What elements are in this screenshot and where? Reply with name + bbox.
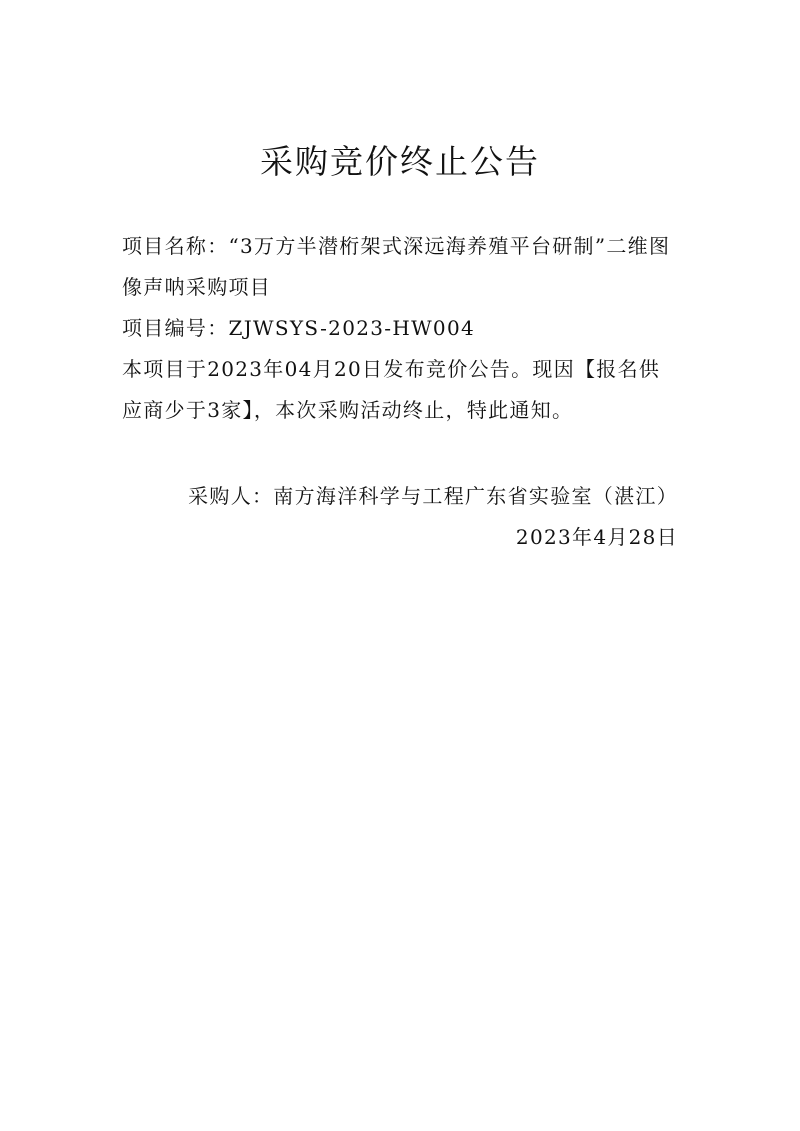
project-name-paragraph: 项目名称：“3万方半潜桁架式深远海养殖平台研制”二维图像声呐采购项目 [122,234,671,299]
document-title: 采购竞价终止公告 [260,142,540,181]
termination-notice-paragraph: 本项目于2023年04月20日发布竞价公告。现因【报名供应商少于3家】，本次采购活动终止，特此通知。 [122,357,661,422]
signature-block [122,476,678,558]
document-body [122,226,678,431]
project-number-paragraph: 项目编号：ZJWSYS-2023-HW004 [122,316,475,340]
purchaser-line: 采购人：南方海洋科学与工程广东省实验室（湛江） [188,484,678,508]
date-line: 2023年4月28日 [515,525,678,549]
